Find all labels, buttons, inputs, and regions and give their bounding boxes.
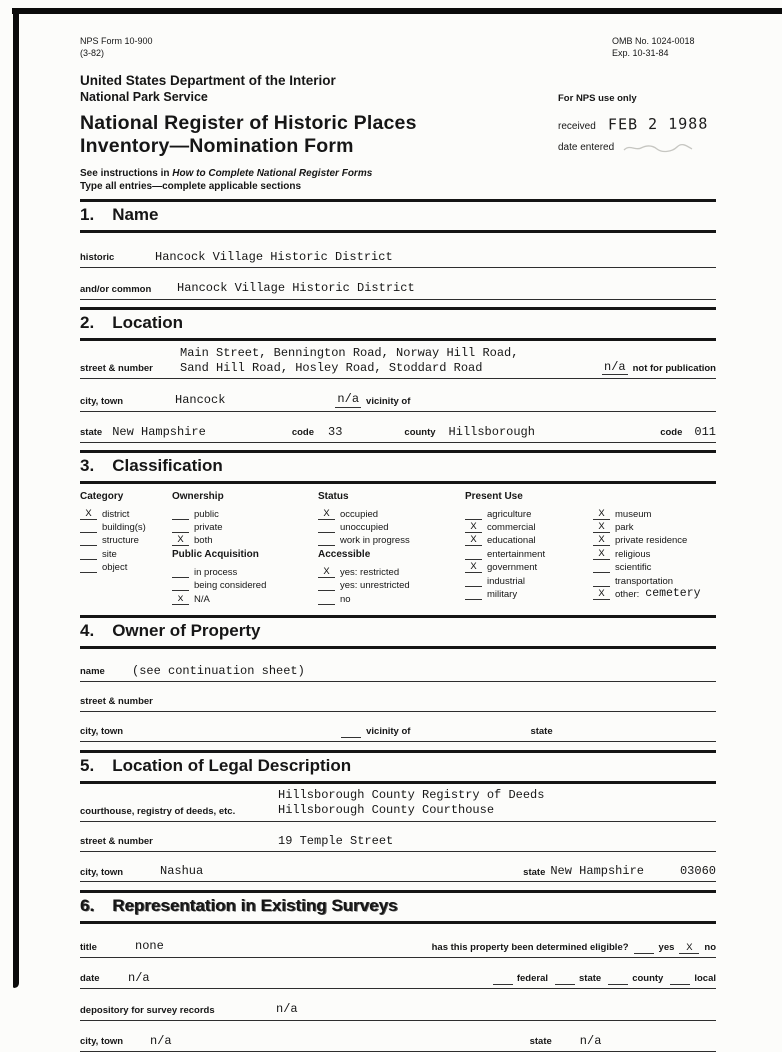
field-common-name bbox=[80, 281, 716, 299]
checkbox-label: other: bbox=[615, 588, 640, 600]
present-use-2-items bbox=[593, 506, 716, 600]
eligible-yes-line bbox=[634, 943, 654, 954]
code1-value: 33 bbox=[328, 424, 343, 439]
classification-grid bbox=[80, 491, 716, 604]
not-for-publication-label: not for publication bbox=[632, 363, 716, 375]
checkbox-mark: X bbox=[85, 507, 92, 520]
checkbox-scientific bbox=[593, 560, 716, 573]
checkbox-label: yes: restricted bbox=[340, 566, 400, 578]
checkbox-museum bbox=[593, 506, 716, 519]
status-heading: Status bbox=[318, 491, 349, 503]
survey-title-value: none bbox=[135, 939, 164, 954]
nps-use-only-label: For NPS use only bbox=[558, 93, 637, 104]
checkbox-label: no bbox=[340, 593, 351, 605]
checkbox-private bbox=[172, 520, 318, 533]
legal-state-label: state bbox=[523, 866, 546, 878]
section-5-title: Location of Legal Description bbox=[112, 755, 352, 775]
checkbox-mark: X bbox=[470, 561, 477, 574]
owner-vicinity-line bbox=[341, 727, 361, 738]
checkbox-mark: X bbox=[598, 534, 605, 547]
city-town-label: city, town bbox=[80, 395, 124, 407]
present-use-heading: Present Use bbox=[465, 491, 523, 503]
checkbox-line bbox=[593, 576, 610, 587]
not-for-publication-na: n/a bbox=[604, 359, 626, 374]
survey-level-group bbox=[493, 974, 716, 985]
checkbox-label: work in progress bbox=[340, 535, 410, 547]
depository-value: n/a bbox=[276, 1002, 298, 1017]
depository-label: depository for survey records bbox=[80, 1004, 215, 1016]
owner-street-label: street & number bbox=[80, 695, 153, 707]
eligible-no-mark: X bbox=[686, 941, 693, 954]
historic-value: Hancock Village Historic District bbox=[155, 249, 393, 264]
city-town-value: Hancock bbox=[175, 393, 226, 408]
legal-street-value: 19 Temple Street bbox=[278, 833, 394, 848]
courthouse-value bbox=[278, 788, 716, 818]
legal-street-label: street & number bbox=[80, 836, 153, 848]
checkbox-line bbox=[318, 522, 335, 533]
received-row bbox=[558, 115, 718, 133]
status-items bbox=[318, 506, 465, 546]
public-acquisition-items bbox=[172, 564, 318, 604]
survey-state-value: n/a bbox=[579, 1033, 602, 1048]
checkbox-line bbox=[80, 562, 97, 573]
eligible-no-label: no bbox=[704, 941, 716, 953]
checkbox-structure bbox=[80, 533, 172, 546]
checkbox-building-s bbox=[80, 520, 172, 533]
field-historic-name bbox=[80, 250, 716, 268]
checkbox-label: government bbox=[487, 562, 538, 574]
common-name-label: and/or common bbox=[80, 283, 152, 295]
checkbox-label: unoccupied bbox=[340, 521, 389, 533]
street-value-line2: Sand Hill Road, Hosley Road, Stoddard Road bbox=[180, 360, 483, 375]
field-street-number bbox=[80, 346, 716, 380]
present-use-column-2 bbox=[593, 491, 716, 604]
vicinity-na: n/a bbox=[337, 392, 360, 407]
category-heading: Category bbox=[80, 491, 124, 503]
checkbox-line bbox=[593, 549, 610, 560]
checkbox-public bbox=[172, 506, 318, 519]
field-survey-title bbox=[80, 939, 716, 957]
checkbox-label: industrial bbox=[487, 575, 526, 587]
checkbox-label: district bbox=[102, 508, 130, 520]
checkbox-line bbox=[318, 567, 335, 578]
section-4-title: Owner of Property bbox=[112, 620, 261, 640]
federal-line bbox=[493, 974, 513, 985]
public-acquisition-heading: Public Acquisition bbox=[172, 549, 259, 561]
section-6-title: Representation in Existing Surveys bbox=[112, 896, 398, 916]
checkbox-mark: X bbox=[470, 534, 477, 547]
courthouse-value-line2: Hillsborough County Courthouse bbox=[278, 803, 495, 818]
checkbox-line bbox=[80, 535, 97, 546]
checkbox-mark: X bbox=[323, 507, 330, 520]
field-owner-name bbox=[80, 664, 716, 682]
accessible-items bbox=[318, 564, 465, 604]
field-depository bbox=[80, 1002, 716, 1020]
level-local bbox=[670, 974, 716, 985]
agency-title: National Park Service bbox=[80, 90, 208, 105]
owner-name-label: name bbox=[80, 665, 105, 677]
checkbox-other bbox=[593, 587, 716, 600]
checkbox-label: commercial bbox=[487, 521, 536, 533]
owner-city-label: city, town bbox=[80, 725, 124, 737]
checkbox-line bbox=[465, 509, 482, 520]
section-1-number: 1. bbox=[80, 204, 95, 224]
form-number-block bbox=[80, 36, 612, 59]
checkbox-work-in-progress bbox=[318, 533, 465, 546]
checkbox-line bbox=[593, 535, 610, 546]
eligible-question: has this property been determined eligible? bbox=[431, 941, 629, 953]
checkbox-line bbox=[593, 509, 610, 520]
checkbox-park bbox=[593, 520, 716, 533]
state-value: New Hampshire bbox=[112, 424, 206, 439]
section-2-title: Location bbox=[112, 312, 184, 332]
checkbox-unoccupied bbox=[318, 520, 465, 533]
field-owner-city bbox=[80, 726, 716, 742]
legal-city-value: Nashua bbox=[160, 864, 204, 879]
checkbox-industrial bbox=[465, 573, 593, 586]
county-label: county bbox=[404, 427, 436, 439]
field-legal-city bbox=[80, 864, 716, 882]
checkbox-label: object bbox=[102, 562, 128, 574]
checkbox-religious bbox=[593, 546, 716, 559]
field-owner-street bbox=[80, 696, 716, 712]
level-state bbox=[555, 974, 601, 985]
checkbox-label: educational bbox=[487, 535, 536, 547]
checkbox-label: agriculture bbox=[487, 508, 532, 520]
received-date-stamp: FEB 2 1988 bbox=[607, 114, 709, 134]
checkbox-in-process bbox=[172, 564, 318, 577]
checkbox-label: park bbox=[615, 521, 634, 533]
checkbox-label: both bbox=[194, 535, 213, 547]
scan-artifact-left-edge bbox=[13, 8, 19, 988]
ownership-column bbox=[172, 491, 318, 604]
section-4-number: 4. bbox=[80, 620, 95, 640]
section-6-header bbox=[80, 890, 716, 924]
level-federal bbox=[493, 974, 548, 985]
checkbox-both bbox=[172, 533, 318, 546]
ownership-heading: Ownership bbox=[172, 491, 224, 503]
checkbox-label: yes: unrestricted bbox=[340, 580, 410, 592]
checkbox-label: religious bbox=[615, 548, 651, 560]
checkbox-label: public bbox=[194, 508, 219, 520]
checkbox-educational bbox=[465, 533, 593, 546]
street-value-line1: Main Street, Bennington Road, Norway Hill Road, bbox=[180, 345, 519, 360]
checkbox-mark: X bbox=[323, 565, 330, 578]
checkbox-label: being considered bbox=[194, 580, 267, 592]
nps-use-only-block bbox=[558, 93, 718, 154]
accessible-heading: Accessible bbox=[318, 549, 371, 561]
instructions-manual-title: How to Complete National Register Forms bbox=[172, 167, 373, 179]
present-use-2-heading bbox=[593, 491, 716, 504]
checkbox-mark: X bbox=[177, 534, 184, 547]
checkbox-label: in process bbox=[194, 566, 238, 578]
instructions-line-1 bbox=[80, 168, 716, 179]
section-3-number: 3. bbox=[80, 456, 95, 476]
form-title-line2: Inventory—Nomination Form bbox=[80, 134, 354, 157]
checkbox-line bbox=[172, 535, 189, 546]
date-entered-label: date entered bbox=[558, 141, 615, 153]
survey-state-label: state bbox=[529, 1036, 552, 1048]
checkbox-mark: X bbox=[598, 520, 605, 533]
checkbox-line bbox=[465, 576, 482, 587]
owner-vicinity-label: vicinity of bbox=[366, 725, 411, 737]
checkbox-label: building(s) bbox=[102, 521, 146, 533]
owner-state-label: state bbox=[530, 725, 553, 737]
common-name-value: Hancock Village Historic District bbox=[177, 281, 415, 296]
field-city-town bbox=[80, 392, 716, 411]
date-entered-row bbox=[558, 140, 718, 154]
checkbox-line bbox=[465, 589, 482, 600]
category-items bbox=[80, 506, 172, 573]
field-survey-city bbox=[80, 1034, 716, 1052]
state-line bbox=[555, 974, 575, 985]
section-4-header bbox=[80, 615, 716, 649]
section-6-number: 6. bbox=[80, 896, 95, 916]
state-level-label: state bbox=[579, 973, 602, 985]
checkbox-line bbox=[80, 509, 97, 520]
checkbox-private-residence bbox=[593, 533, 716, 546]
checkbox-mark: X bbox=[598, 587, 605, 600]
checkbox-commercial bbox=[465, 520, 593, 533]
section-1-title: Name bbox=[112, 204, 159, 224]
checkbox-line bbox=[172, 580, 189, 591]
checkbox-n-a bbox=[172, 591, 318, 604]
ownership-items bbox=[172, 506, 318, 546]
checkbox-transportation bbox=[593, 573, 716, 586]
checkbox-site bbox=[80, 546, 172, 559]
checkbox-line bbox=[318, 594, 335, 605]
survey-title-label: title bbox=[80, 941, 97, 953]
checkbox-line bbox=[465, 535, 482, 546]
checkbox-label: entertainment bbox=[487, 548, 546, 560]
checkbox-agriculture bbox=[465, 506, 593, 519]
survey-date-label: date bbox=[80, 973, 100, 985]
checkbox-line bbox=[318, 580, 335, 591]
instructions-line-2: Type all entries—complete applicable sections bbox=[80, 180, 302, 192]
instructions-pre: See instructions in bbox=[80, 167, 170, 179]
form-page bbox=[80, 0, 716, 1052]
checkbox-government bbox=[465, 560, 593, 573]
checkbox-label: museum bbox=[615, 508, 652, 520]
code1-label: code bbox=[291, 427, 314, 439]
checkbox-military bbox=[465, 587, 593, 600]
checkbox-label: military bbox=[487, 588, 518, 600]
street-number-value bbox=[180, 346, 602, 376]
survey-city-value: n/a bbox=[150, 1033, 172, 1048]
checkbox-line bbox=[80, 522, 97, 533]
eligibility-group bbox=[432, 943, 716, 954]
not-for-publication-group bbox=[602, 360, 716, 375]
checkbox-mark: X bbox=[598, 547, 605, 560]
checkbox-yes-unrestricted bbox=[318, 578, 465, 591]
checkbox-line bbox=[172, 522, 189, 533]
form-number: NPS Form 10-900 bbox=[80, 36, 153, 46]
section-3-header bbox=[80, 450, 716, 484]
received-label: received bbox=[558, 121, 596, 132]
street-number-label: street & number bbox=[80, 363, 153, 375]
legal-state-group bbox=[523, 864, 716, 878]
checkbox-line bbox=[80, 549, 97, 560]
field-state-county bbox=[80, 425, 716, 443]
survey-date-value: n/a bbox=[128, 970, 150, 985]
owner-name-value: (see continuation sheet) bbox=[132, 663, 305, 678]
field-survey-date bbox=[80, 971, 716, 989]
form-title-line1: National Register of Historic Places bbox=[80, 112, 417, 135]
code2-label: code bbox=[660, 427, 683, 439]
checkbox-line bbox=[593, 589, 610, 600]
checkbox-label: site bbox=[102, 548, 117, 560]
checkbox-line bbox=[593, 562, 610, 573]
checkbox-line bbox=[465, 549, 482, 560]
section-5-number: 5. bbox=[80, 755, 95, 775]
omb-block bbox=[612, 36, 716, 59]
checkbox-label: N/A bbox=[194, 593, 210, 605]
checkbox-line bbox=[172, 594, 189, 605]
state-label: state bbox=[80, 427, 103, 439]
present-use-column bbox=[465, 491, 593, 604]
checkbox-no bbox=[318, 591, 465, 604]
survey-city-label: city, town bbox=[80, 1036, 124, 1048]
department-title: United States Department of the Interior bbox=[80, 73, 336, 89]
handwriting-mark bbox=[622, 140, 694, 154]
courthouse-label: courthouse, registry of deeds, etc. bbox=[80, 805, 236, 817]
code2-value: 011 bbox=[694, 424, 716, 439]
category-column bbox=[80, 491, 172, 604]
historic-label: historic bbox=[80, 252, 115, 264]
checkbox-line bbox=[318, 509, 335, 520]
county-value: Hillsborough bbox=[448, 424, 535, 439]
federal-label: federal bbox=[516, 973, 549, 985]
checkbox-line bbox=[593, 522, 610, 533]
county-line bbox=[608, 974, 628, 985]
field-legal-street bbox=[80, 834, 716, 852]
checkbox-yes-restricted bbox=[318, 564, 465, 577]
checkbox-value: cemetery bbox=[645, 587, 701, 601]
checkbox-line bbox=[172, 567, 189, 578]
checkbox-label: structure bbox=[102, 535, 139, 547]
checkbox-line bbox=[465, 522, 482, 533]
checkbox-occupied bbox=[318, 506, 465, 519]
checkbox-line bbox=[465, 562, 482, 573]
checkbox-label: private residence bbox=[615, 535, 688, 547]
level-county bbox=[608, 974, 663, 985]
omb-number: OMB No. 1024-0018 bbox=[612, 36, 695, 46]
legal-state-value: New Hampshire 03060 bbox=[550, 864, 716, 879]
field-courthouse bbox=[80, 788, 716, 822]
courthouse-value-line1: Hillsborough County Registry of Deeds bbox=[278, 787, 545, 802]
local-level-label: local bbox=[694, 973, 716, 985]
section-1-header bbox=[80, 199, 716, 233]
checkbox-being-considered bbox=[172, 578, 318, 591]
vicinity-label: vicinity of bbox=[366, 395, 411, 407]
local-line bbox=[670, 974, 690, 985]
checkbox-label: occupied bbox=[340, 508, 379, 520]
section-2-header bbox=[80, 307, 716, 341]
form-revision: (3-82) bbox=[80, 47, 105, 58]
present-use-items bbox=[465, 506, 593, 600]
checkbox-mark: X bbox=[598, 507, 605, 520]
section-3-title: Classification bbox=[112, 456, 223, 476]
checkbox-line bbox=[172, 509, 189, 520]
checkbox-mark: X bbox=[470, 520, 477, 533]
checkbox-label: private bbox=[194, 521, 223, 533]
status-column bbox=[318, 491, 465, 604]
checkbox-object bbox=[80, 560, 172, 573]
legal-city-label: city, town bbox=[80, 866, 124, 878]
eligible-yes-label: yes bbox=[658, 941, 675, 953]
county-level-label: county bbox=[632, 973, 664, 985]
checkbox-label: scientific bbox=[615, 562, 652, 574]
section-2-number: 2. bbox=[80, 312, 95, 332]
checkbox-line bbox=[318, 535, 335, 546]
checkbox-entertainment bbox=[465, 546, 593, 559]
checkbox-label: transportation bbox=[615, 575, 674, 587]
form-meta-row bbox=[80, 36, 716, 59]
checkbox-district bbox=[80, 506, 172, 519]
checkbox-mark: x bbox=[177, 592, 184, 605]
section-5-header bbox=[80, 750, 716, 784]
eligible-no-line bbox=[679, 943, 699, 954]
omb-expiration: Exp. 10-31-84 bbox=[612, 47, 669, 58]
